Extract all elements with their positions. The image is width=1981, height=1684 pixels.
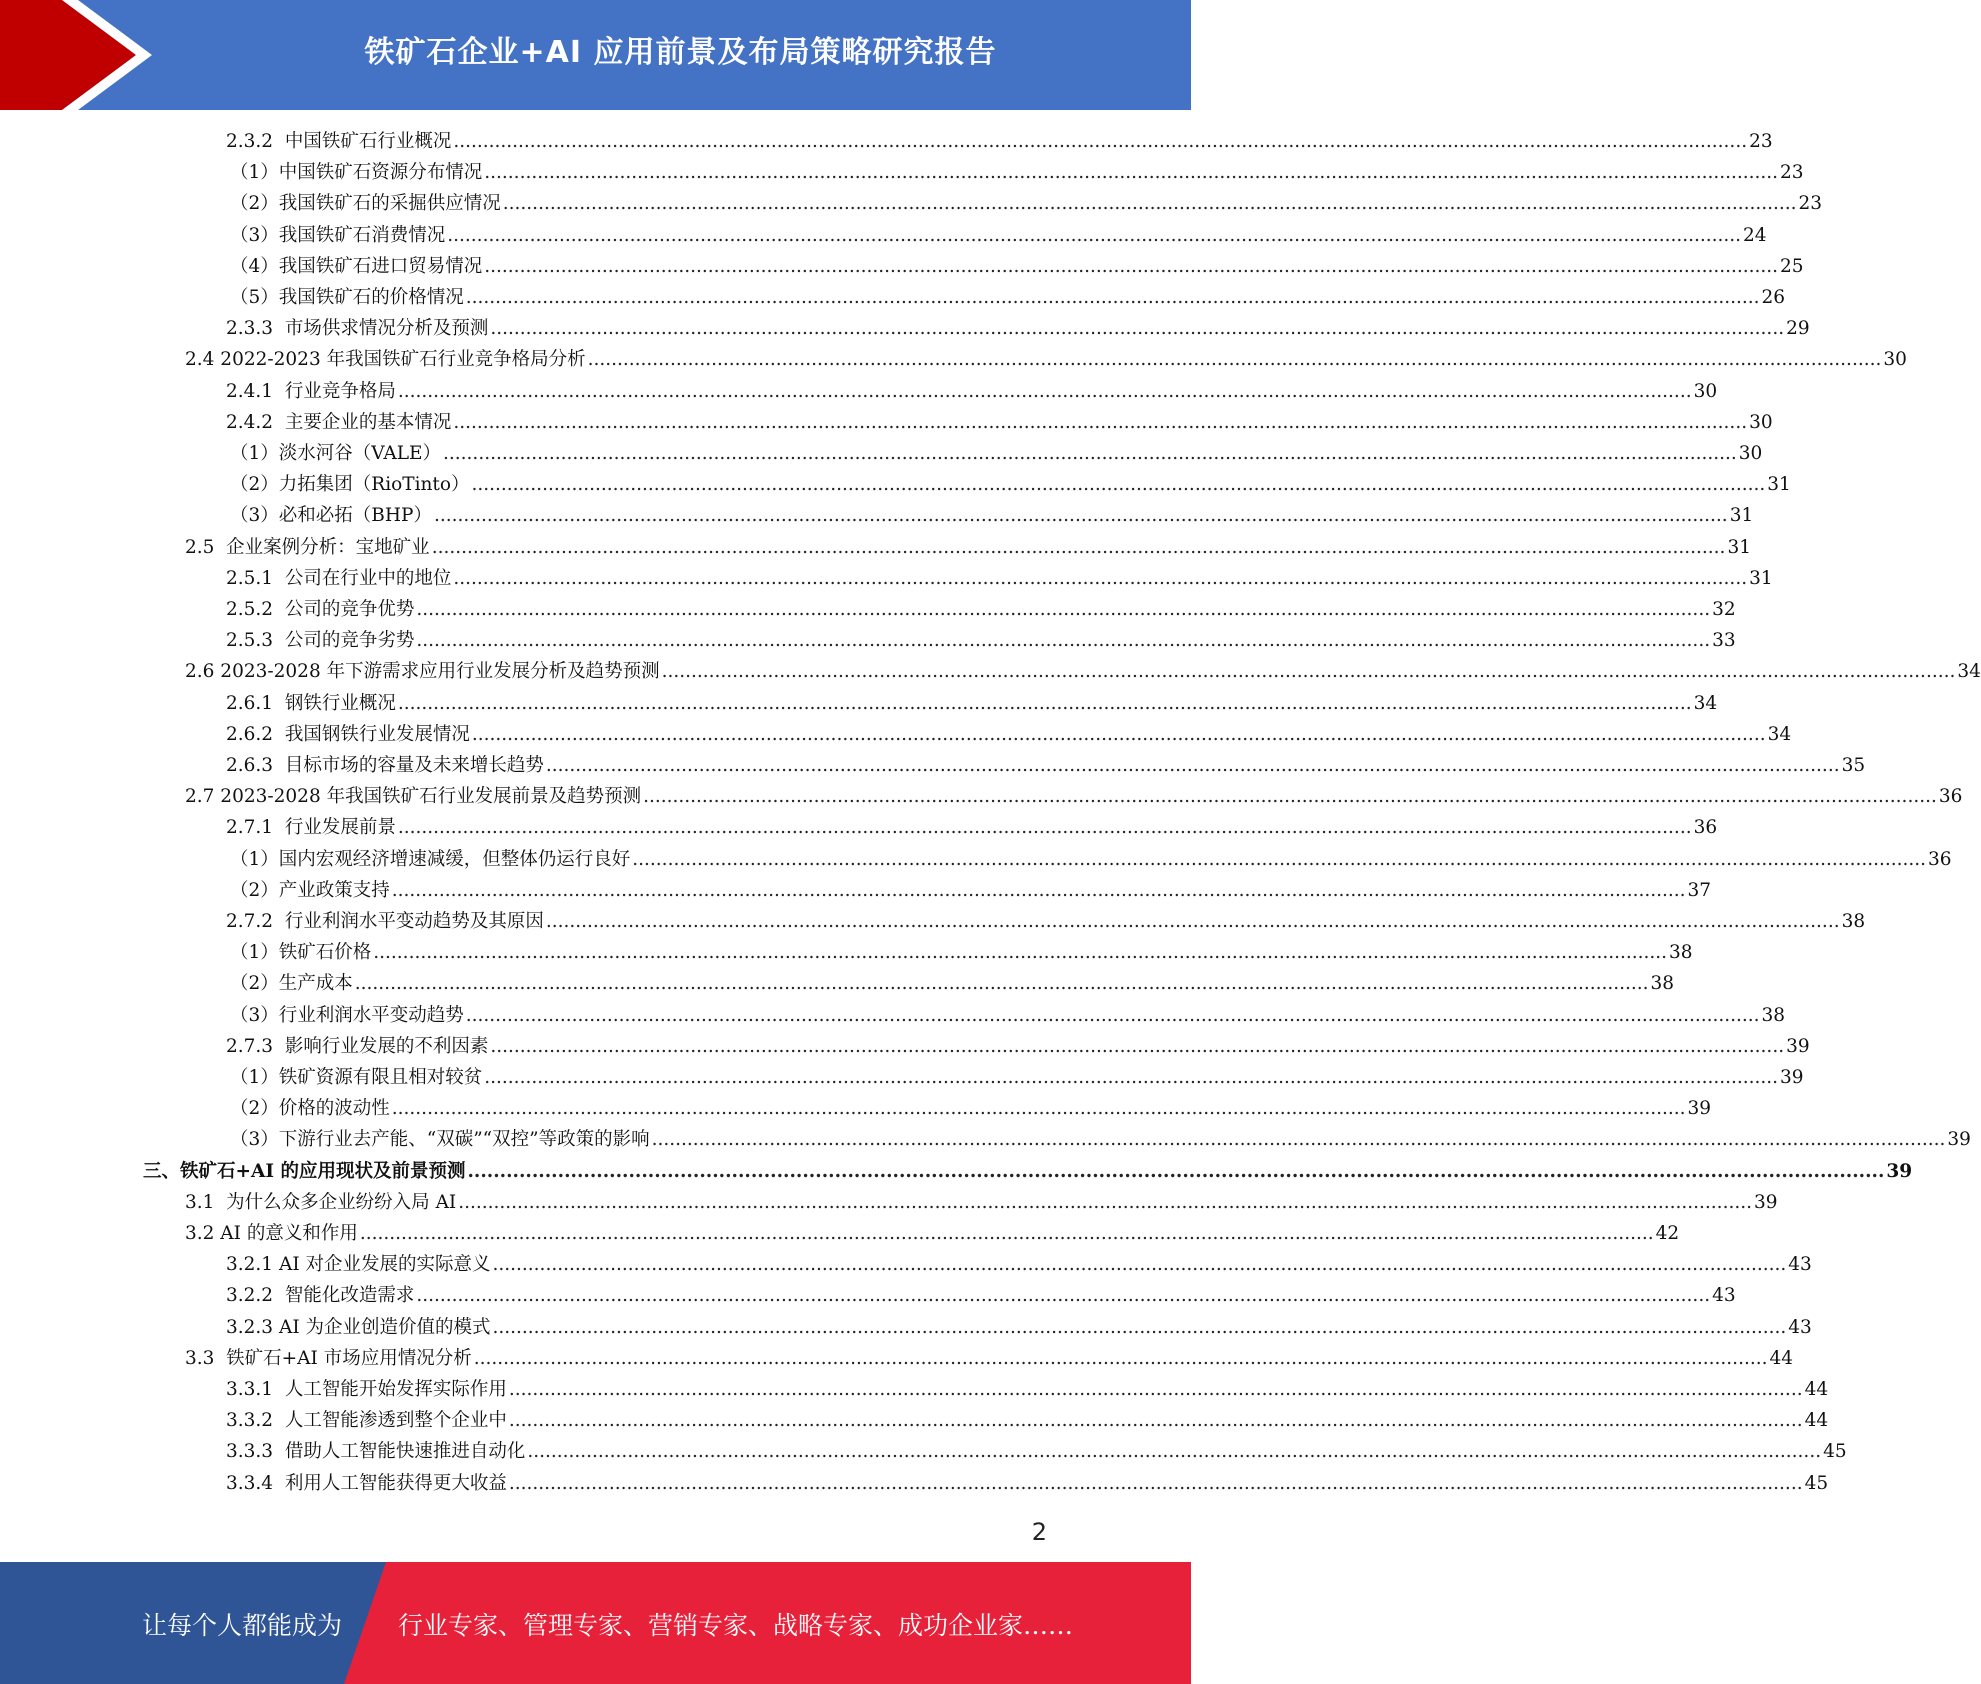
toc-entry-title: 2.5.3 公司的竞争劣势 [226, 630, 415, 652]
toc-leader-dots: ............................................................................................................................................................................................................................ [508, 1410, 1803, 1432]
toc-entry-page: 38 [1669, 942, 1693, 964]
toc-entry-page: 37 [1687, 879, 1712, 901]
toc-entry-page: 30 [1883, 349, 1907, 371]
toc-entry[interactable] [226, 1436, 1847, 1467]
toc-entry-page: 23 [1780, 162, 1804, 184]
toc-entry[interactable] [185, 1343, 1794, 1374]
toc-entry-page: 34 [1957, 661, 1981, 683]
toc-leader-dots: ............................................................................................................................................................................................................................ [587, 349, 1882, 371]
toc-entry-page: 38 [1761, 1004, 1786, 1026]
toc-entry-title: 3.3.1 人工智能开始发挥实际作用 [226, 1379, 507, 1400]
toc-entry[interactable] [230, 438, 1763, 469]
toc-entry-page: 30 [1693, 380, 1718, 402]
toc-entry-title: 3.2.3 AI 为企业创造价值的模式 [226, 1316, 491, 1338]
toc-entry-page: 32 [1712, 599, 1736, 620]
toc-entry-page: 35 [1841, 755, 1866, 776]
toc-leader-dots: ............................................................................................................................................................................................................................ [473, 1347, 1768, 1369]
toc-entry[interactable] [143, 1156, 1913, 1187]
toc-entry[interactable] [226, 1031, 1810, 1062]
toc-entry-title: 2.5.2 公司的竞争优势 [226, 599, 415, 620]
toc-entry-title: 3.3.3 借助人工智能快速推进自动化 [226, 1441, 526, 1463]
toc-entry-page: 45 [1804, 1472, 1829, 1494]
toc-entry-page: 44 [1804, 1410, 1829, 1432]
toc-leader-dots: ............................................................................................................................................................................................................................ [508, 1472, 1803, 1494]
toc-leader-dots: ............................................................................................................................................................................................................................ [431, 536, 1726, 558]
toc-entry[interactable] [230, 937, 1693, 968]
toc-leader-dots: ............................................................................................................................................................................................................................ [391, 879, 1686, 901]
toc-entry-page: 43 [1712, 1285, 1736, 1307]
toc-leader-dots: ............................................................................................................................................................................................................................ [458, 1191, 1752, 1213]
toc-entry-title: （3）行业利润水平变动趋势 [230, 1004, 464, 1026]
toc-entry[interactable] [185, 1187, 1778, 1218]
page-number: 2 [1031, 1518, 1047, 1546]
toc-entry-title: 3.3 铁矿石+AI 市场应用情况分析 [185, 1347, 472, 1369]
toc-entry-title: 2.5 企业案例分析：宝地矿业 [185, 536, 430, 558]
toc-entry-title: （1）铁矿石价格 [230, 942, 372, 964]
page-footer [0, 1562, 1191, 1684]
toc-entry[interactable] [230, 282, 1786, 313]
toc-entry[interactable] [185, 656, 1981, 687]
toc-entry-page: 42 [1655, 1223, 1680, 1244]
toc-leader-dots: ............................................................................................................................................................................................................................ [661, 661, 1956, 683]
toc-entry[interactable] [226, 625, 1736, 656]
toc-leader-dots: ............................................................................................................................................................................................................................ [545, 755, 1840, 776]
toc-entry-title: 2.6.3 目标市场的容量及未来增长趋势 [226, 755, 544, 776]
toc-entry-page: 25 [1780, 255, 1804, 277]
toc-entry-title: 2.7.2 行业利润水平变动趋势及其原因 [226, 911, 544, 932]
toc-entry-title: 2.6 2023-2028 年下游需求应用行业发展分析及趋势预测 [185, 661, 660, 683]
toc-leader-dots: ............................................................................................................................................................................................................................ [416, 599, 1711, 620]
toc-leader-dots: ............................................................................................................................................................................................................................ [416, 630, 1711, 652]
toc-leader-dots: ............................................................................................................................................................................................................................ [467, 1160, 1885, 1182]
toc-entry[interactable] [226, 688, 1718, 719]
toc-entry-title: 2.6.1 钢铁行业概况 [226, 692, 396, 714]
toc-leader-dots: ............................................................................................................................................................................................................................ [527, 1441, 1822, 1463]
toc-entry-page: 36 [1938, 786, 1963, 808]
toc-entry-page: 44 [1804, 1379, 1829, 1400]
toc-entry-page: 39 [1886, 1160, 1913, 1182]
toc-entry-title: （3）必和必拓（BHP） [230, 505, 432, 527]
toc-entry-page: 36 [1928, 848, 1952, 870]
toc-entry-title: 3.2.1 AI 对企业发展的实际意义 [226, 1254, 491, 1276]
toc-entry-page: 31 [1767, 474, 1791, 496]
toc-entry[interactable] [226, 313, 1810, 344]
toc-leader-dots: ............................................................................................................................................................................................................................ [453, 411, 1748, 433]
toc-entry-page: 31 [1749, 567, 1773, 589]
toc-leader-dots: ............................................................................................................................................................................................................................ [492, 1316, 1787, 1338]
toc-entry[interactable] [226, 563, 1773, 594]
toc-entry-title: （4）我国铁矿石进口贸易情况 [230, 255, 483, 277]
toc-entry-page: 39 [1786, 1035, 1810, 1057]
toc-entry[interactable] [226, 1468, 1829, 1499]
toc-entry-title: （3）下游行业去产能、“双碳”“双控”等政策的影响 [230, 1129, 650, 1151]
toc-entry-title: （3）我国铁矿石消费情况 [230, 224, 446, 246]
toc-entry-page: 29 [1786, 318, 1810, 340]
toc-entry-title: （2）价格的波动性 [230, 1098, 390, 1120]
toc-leader-dots: ............................................................................................................................................................................................................................ [508, 1379, 1803, 1400]
toc-leader-dots: ............................................................................................................................................................................................................................ [502, 193, 1797, 215]
toc-entry-title: 3.2 AI 的意义和作用 [185, 1223, 358, 1244]
page-header [0, 0, 1191, 110]
toc-entry-page: 30 [1738, 443, 1763, 464]
toc-entry[interactable] [230, 844, 1952, 875]
toc-entry[interactable] [226, 750, 1866, 781]
toc-leader-dots: ............................................................................................................................................................................................................................ [359, 1223, 1654, 1244]
toc-entry-page: 39 [1947, 1129, 1971, 1151]
toc-leader-dots: ............................................................................................................................................................................................................................ [484, 255, 1779, 277]
toc-entry-title: （2）力拓集团（RioTinto） [230, 474, 470, 496]
toc-entry[interactable] [226, 719, 1792, 750]
document-title: 铁矿石企业+AI 应用前景及布局策略研究报告 [364, 35, 997, 70]
toc-entry-page: 43 [1788, 1316, 1812, 1338]
toc-entry[interactable] [185, 781, 1963, 812]
toc-leader-dots: ............................................................................................................................................................................................................................ [447, 224, 1742, 246]
toc-entry[interactable] [230, 220, 1767, 251]
toc-entry-title: 2.3.2 中国铁矿石行业概况 [226, 131, 452, 152]
toc-leader-dots: ............................................................................................................................................................................................................................ [397, 380, 1692, 402]
toc-leader-dots: ............................................................................................................................................................................................................................ [490, 1035, 1785, 1057]
toc-leader-dots: ............................................................................................................................................................................................................................ [416, 1285, 1711, 1307]
toc-entry-title: 2.5.1 公司在行业中的地位 [226, 567, 452, 589]
toc-entry-page: 38 [1650, 973, 1675, 995]
toc-leader-dots: ............................................................................................................................................................................................................................ [545, 911, 1840, 932]
toc-leader-dots: ............................................................................................................................................................................................................................ [651, 1129, 1946, 1151]
toc-entry[interactable] [230, 968, 1675, 999]
toc-entry-page: 24 [1743, 224, 1767, 246]
toc-entry-title: 3.1 为什么众多企业纷纷入局 AI [185, 1191, 457, 1213]
toc-entry[interactable] [230, 188, 1823, 219]
toc-entry[interactable] [185, 532, 1751, 563]
toc-entry-title: 2.4 2022-2023 年我国铁矿石行业竞争格局分析 [185, 349, 586, 371]
toc-entry[interactable] [226, 126, 1773, 157]
toc-entry[interactable] [226, 1374, 1829, 1405]
toc-entry[interactable] [230, 1124, 1971, 1155]
toc-entry-page: 44 [1769, 1347, 1794, 1369]
toc-entry[interactable] [226, 1405, 1829, 1436]
footer-slogan-right: 行业专家、管理专家、营销专家、战略专家、成功企业家…… [398, 1611, 1074, 1640]
toc-entry-page: 30 [1749, 411, 1773, 433]
toc-leader-dots: ............................................................................................................................................................................................................................ [465, 287, 1760, 308]
toc-entry[interactable] [226, 594, 1736, 625]
toc-entry-title: （1）铁矿资源有限且相对较贫 [230, 1067, 483, 1088]
toc-leader-dots: ............................................................................................................................................................................................................................ [433, 505, 1728, 527]
toc-leader-dots: ............................................................................................................................................................................................................................ [397, 817, 1692, 839]
toc-leader-dots: ............................................................................................................................................................................................................................ [484, 162, 1779, 184]
toc-entry[interactable] [226, 407, 1773, 438]
toc-entry-page: 31 [1729, 505, 1754, 527]
toc-leader-dots: ............................................................................................................................................................................................................................ [391, 1098, 1686, 1120]
toc-entry-page: 23 [1749, 131, 1773, 152]
toc-entry-title: （2）生产成本 [230, 973, 353, 995]
toc-entry[interactable] [226, 1249, 1812, 1280]
footer-slogan-left: 让每个人都能成为 [142, 1611, 343, 1640]
toc-leader-dots: ............................................................................................................................................................................................................................ [484, 1067, 1779, 1088]
toc-entry-title: （2）我国铁矿石的采掘供应情况 [230, 193, 501, 215]
toc-entry[interactable] [185, 344, 1907, 375]
toc-entry[interactable] [226, 376, 1718, 407]
toc-entry[interactable] [230, 251, 1804, 282]
toc-entry[interactable] [230, 500, 1754, 531]
toc-entry-title: 2.4.2 主要企业的基本情况 [226, 411, 452, 433]
toc-entry-page: 34 [1693, 692, 1718, 714]
toc-entry-page: 34 [1767, 723, 1792, 745]
toc-entry-page: 23 [1798, 193, 1823, 215]
toc-entry[interactable] [226, 1280, 1736, 1311]
toc-entry-title: （1）国内宏观经济增速减缓，但整体仍运行良好 [230, 848, 631, 870]
toc-leader-dots: ............................................................................................................................................................................................................................ [492, 1254, 1787, 1276]
toc-entry-page: 45 [1823, 1441, 1847, 1463]
toc-entry-title: （2）产业政策支持 [230, 879, 390, 901]
toc-leader-dots: ............................................................................................................................................................................................................................ [354, 973, 1649, 995]
toc-entry[interactable] [226, 812, 1718, 843]
toc-leader-dots: ............................................................................................................................................................................................................................ [453, 567, 1748, 589]
toc-entry-title: 2.7.3 影响行业发展的不利因素 [226, 1035, 489, 1057]
toc-leader-dots: ............................................................................................................................................................................................................................ [453, 131, 1748, 152]
toc-entry-title: 2.7 2023-2028 年我国铁矿石行业发展前景及趋势预测 [185, 786, 642, 808]
toc-entry-title: （1）中国铁矿石资源分布情况 [230, 162, 483, 184]
toc-leader-dots: ............................................................................................................................................................................................................................ [471, 723, 1766, 745]
toc-entry-title: 3.2.2 智能化改造需求 [226, 1285, 415, 1307]
toc-entry[interactable] [185, 1218, 1680, 1249]
toc-entry[interactable] [226, 906, 1866, 937]
toc-entry-title: 3.3.2 人工智能渗透到整个企业中 [226, 1410, 507, 1432]
toc-entry[interactable] [230, 157, 1804, 188]
toc-entry[interactable] [230, 1093, 1712, 1124]
toc-entry-page: 39 [1780, 1067, 1804, 1088]
toc-entry-page: 39 [1687, 1098, 1712, 1120]
toc-leader-dots: ............................................................................................................................................................................................................................ [471, 474, 1766, 496]
toc-leader-dots: ............................................................................................................................................................................................................................ [373, 942, 1668, 964]
toc-entry-page: 36 [1693, 817, 1718, 839]
toc-leader-dots: ............................................................................................................................................................................................................................ [490, 318, 1785, 340]
toc-entry-title: 三、铁矿石+AI 的应用现状及前景预测 [143, 1160, 466, 1182]
toc-entry[interactable] [230, 875, 1712, 906]
toc-entry-page: 26 [1761, 287, 1786, 308]
toc-entry-title: （5）我国铁矿石的价格情况 [230, 287, 464, 308]
toc-entry[interactable] [230, 469, 1791, 500]
toc-entry-title: （1）淡水河谷（VALE） [230, 443, 442, 464]
toc-entry-page: 33 [1712, 630, 1736, 652]
toc-entry-page: 31 [1727, 536, 1751, 558]
toc-entry[interactable] [226, 1312, 1812, 1343]
toc-entry[interactable] [230, 1062, 1804, 1093]
toc-entry-title: 2.4.1 行业竞争格局 [226, 380, 396, 402]
toc-entry-title: 2.6.2 我国钢铁行业发展情况 [226, 723, 470, 745]
toc-leader-dots: ............................................................................................................................................................................................................................ [443, 443, 1737, 464]
toc-leader-dots: ............................................................................................................................................................................................................................ [465, 1004, 1760, 1026]
toc-leader-dots: ............................................................................................................................................................................................................................ [643, 786, 1937, 808]
toc-entry[interactable] [230, 1000, 1786, 1031]
toc-entry-title: 2.3.3 市场供求情况分析及预测 [226, 318, 489, 340]
toc-entry-page: 43 [1788, 1254, 1812, 1276]
toc-entry-page: 38 [1841, 911, 1866, 932]
toc-leader-dots: ............................................................................................................................................................................................................................ [632, 848, 1927, 870]
toc-entry-title: 2.7.1 行业发展前景 [226, 817, 396, 839]
toc-entry-page: 39 [1753, 1191, 1778, 1213]
toc-entry-title: 3.3.4 利用人工智能获得更大收益 [226, 1472, 507, 1494]
toc-leader-dots: ............................................................................................................................................................................................................................ [397, 692, 1692, 714]
